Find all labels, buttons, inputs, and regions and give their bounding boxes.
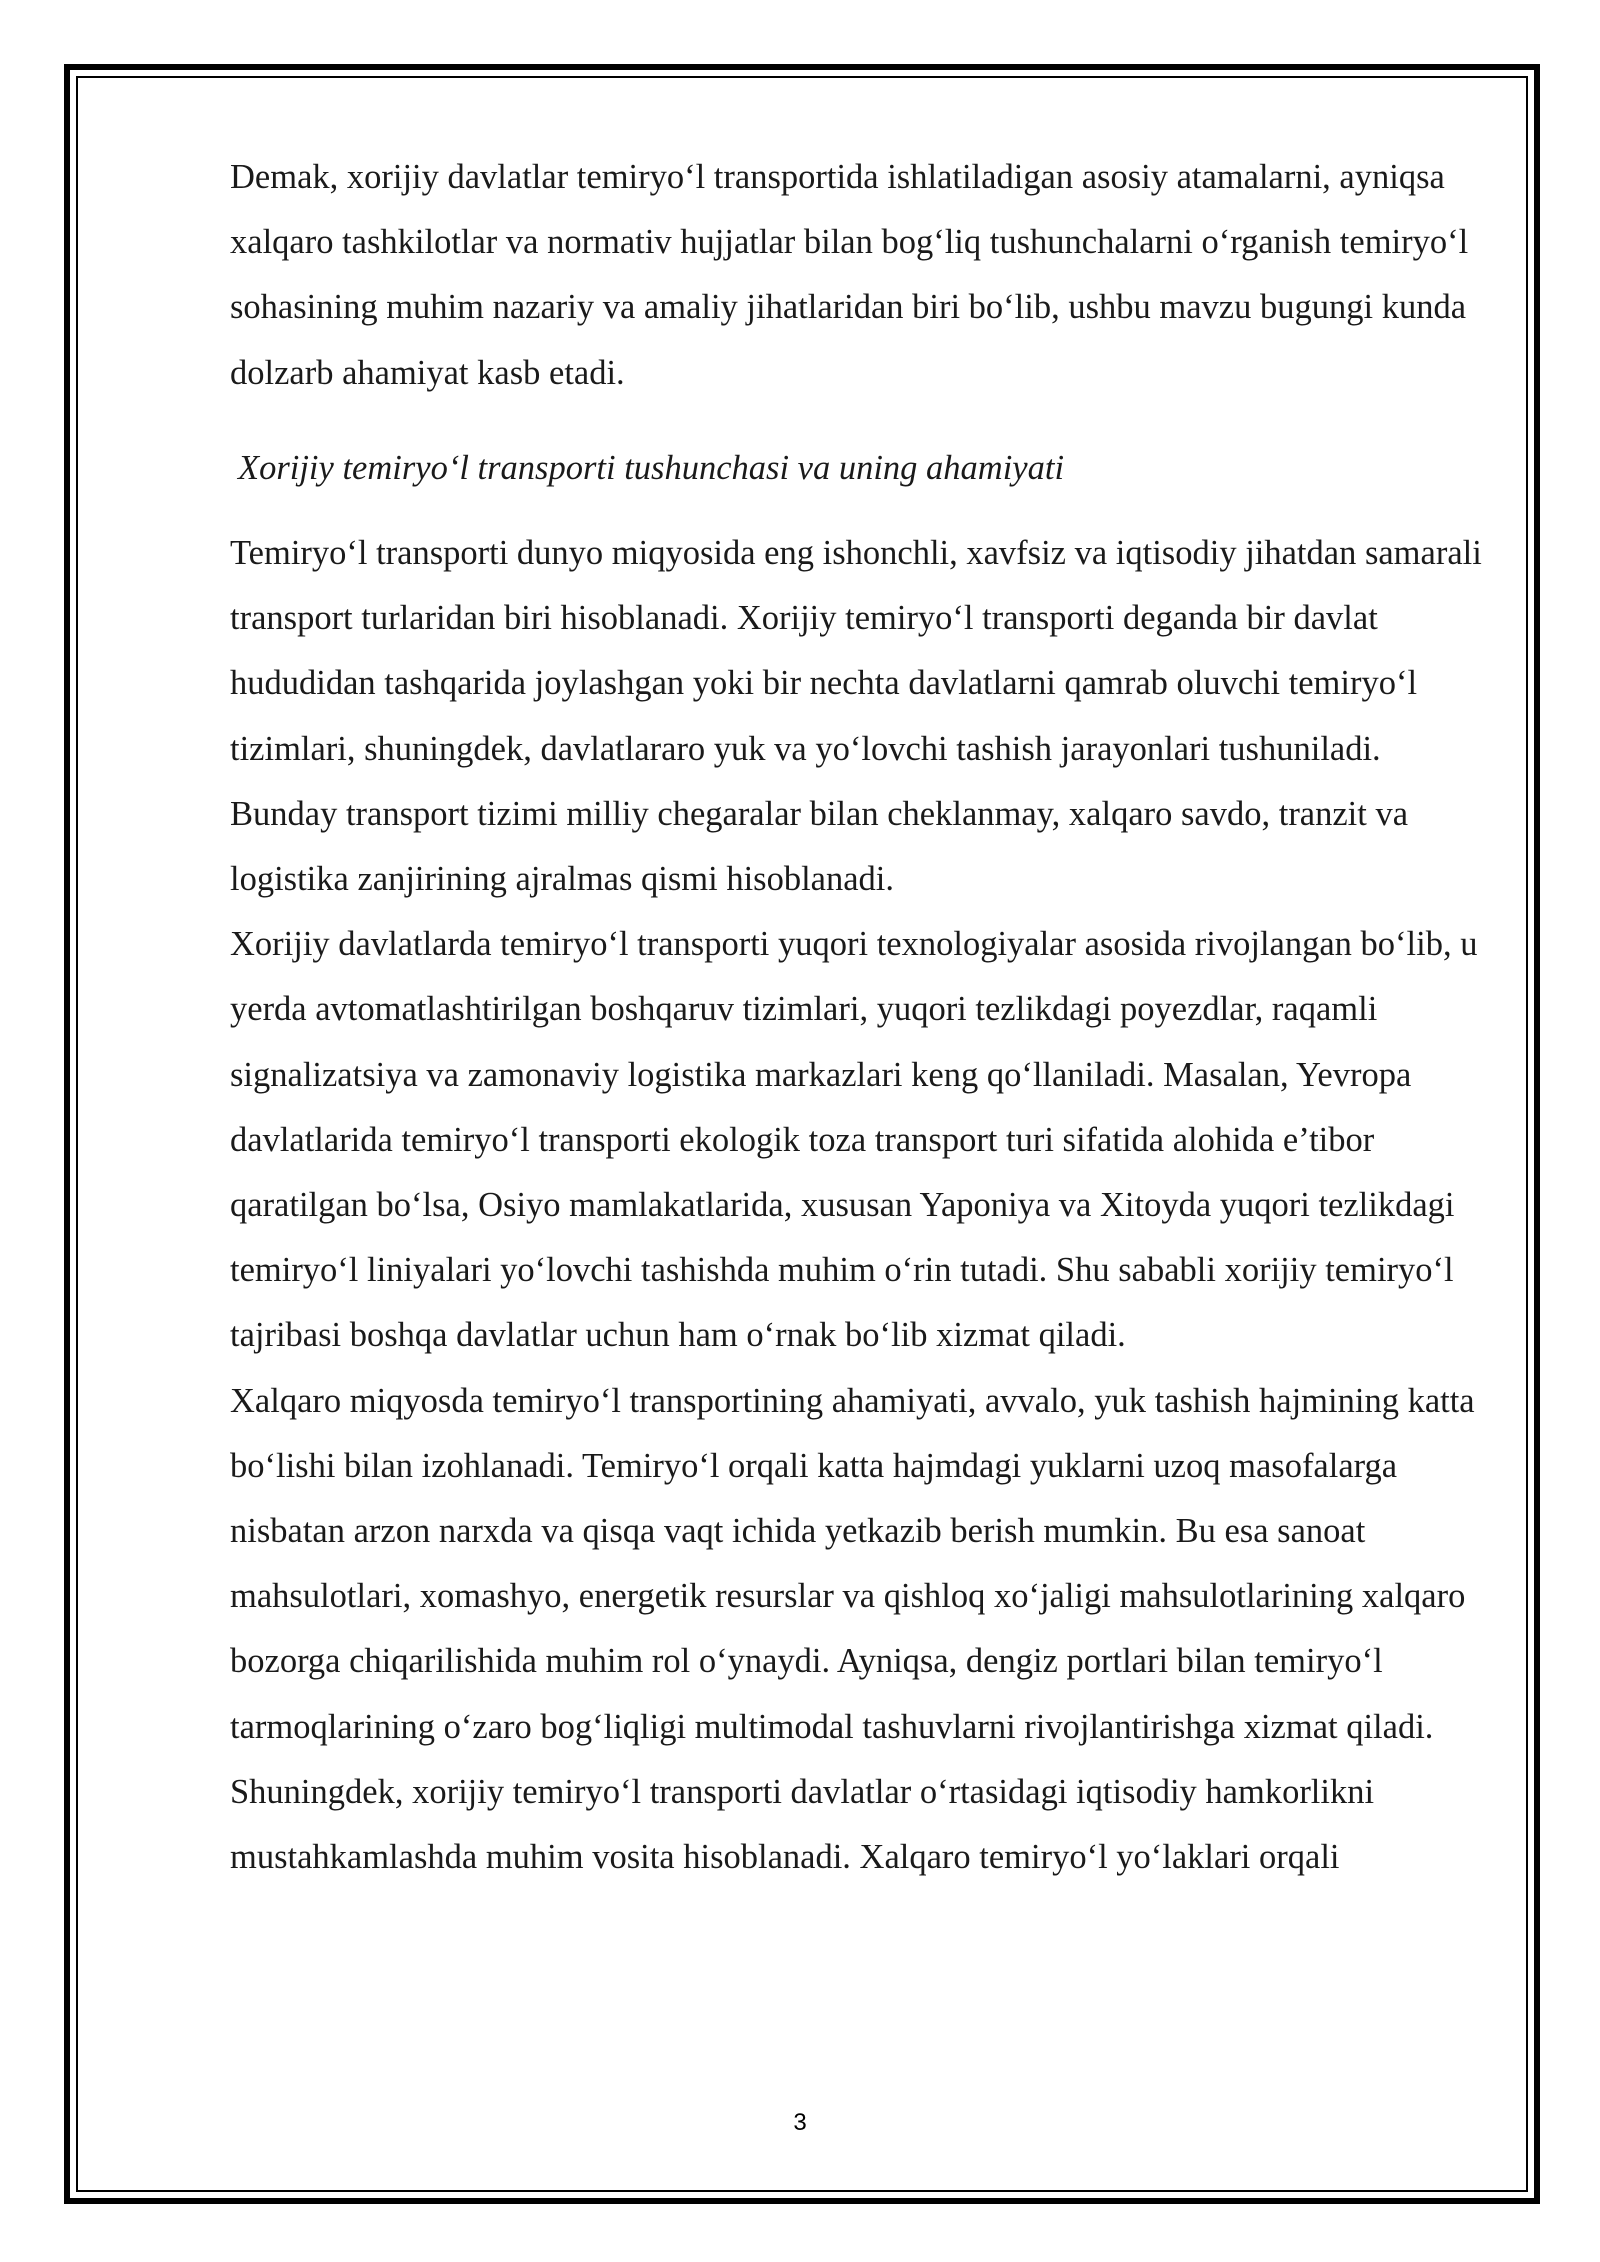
- paragraph-foreign-technology: Xorijiy davlatlarda temiryo‘l transporti yuqori texnologiyalar asosida rivojlangan bo‘lib, u yerda avtomatlashtirilgan boshqaruv tizimlari, yuqori tezlikdagi poyezdlar, raqamli signalizatsiya va zamonaviy logistika markazlari keng qo‘llaniladi. Masalan, Yevropa davlatlarida temiryo‘l transporti ekologik toza transport turi sifatida alohida e’tibor qaratilgan bo‘lsa, Osiyo mamlakatlarida, xususan Yaponiya va Xitoyda yuqori tezlikdagi temiryo‘l liniyalari yo‘lovchi tashishda muhim o‘rin tutadi. Shu sababli xorijiy temiryo‘l tajribasi boshqa davlatlar uchun ham o‘rnak bo‘lib xizmat qiladi.: [230, 925, 1478, 1355]
- paragraph-international-importance: Xalqaro miqyosda temiryo‘l transportining ahamiyati, avvalo, yuk tashish hajmining katta bo‘lishi bilan izohlanadi. Temiryo‘l orqali katta hajmdagi yuklarni uzoq masofalarga nisbatan arzon narxda va qisqa vaqt ichida yetkazib berish mumkin. Bu esa sanoat mahsulotlari, xomashyo, energetik resurslar va qishloq xo‘jaligi mahsulotlarining xalqaro bozorga chiqarilishida muhim rol o‘ynaydi. Ayniqsa, dengiz portlari bilan temiryo‘l tarmoqlarining o‘zaro bog‘liqligi multimodal tashuvlarni rivojlantirishga xizmat qiladi.: [230, 1381, 1475, 1746]
- paragraph-definition: Temiryo‘l transporti dunyo miqyosida eng ishonchli, xavfsiz va iqtisodiy jihatdan samarali transport turlaridan biri hisoblanadi. Xorijiy temiryo‘l transporti deganda bir davlat hududidan tashqarida joylashgan yoki bir nechta davlatlarni qamrab oluvchi temiryo‘l tizimlari, shuningdek, davlatlararo yuk va yo‘lovchi tashish jarayonlari tushuniladi. Bunday transport tizimi milliy chegaralar bilan cheklanmay, xalqaro savdo, tranzit va logistika zanjirining ajralmas qismi hisoblanadi.: [230, 534, 1482, 899]
- paragraph-economic-cooperation: Shuningdek, xorijiy temiryo‘l transporti davlatlar o‘rtasidagi iqtisodiy hamkorlikni mustahkamlashda muhim vosita hisoblanadi. Xalqaro temiryo‘l yo‘laklari orqali: [230, 1772, 1375, 1877]
- document-body: [230, 145, 1492, 1890]
- section-heading: Xorijiy temiryo‘l transporti tushunchasi va uning ahamiyati: [238, 448, 1065, 487]
- paragraph-conclusion: Demak, xorijiy davlatlar temiryo‘l transportida ishlatiladigan asosiy atamalarni, ayniqsa xalqaro tashkilotlar va normativ hujjatlar bilan bog‘liq tushunchalarni o‘rganish temiryo‘l sohasining muhim nazariy va amaliy jihatlaridan biri bo‘lib, ushbu mavzu bugungi kunda dolzarb ahamiyat kasb etadi.: [230, 158, 1469, 392]
- page-number: 3: [793, 2109, 807, 2136]
